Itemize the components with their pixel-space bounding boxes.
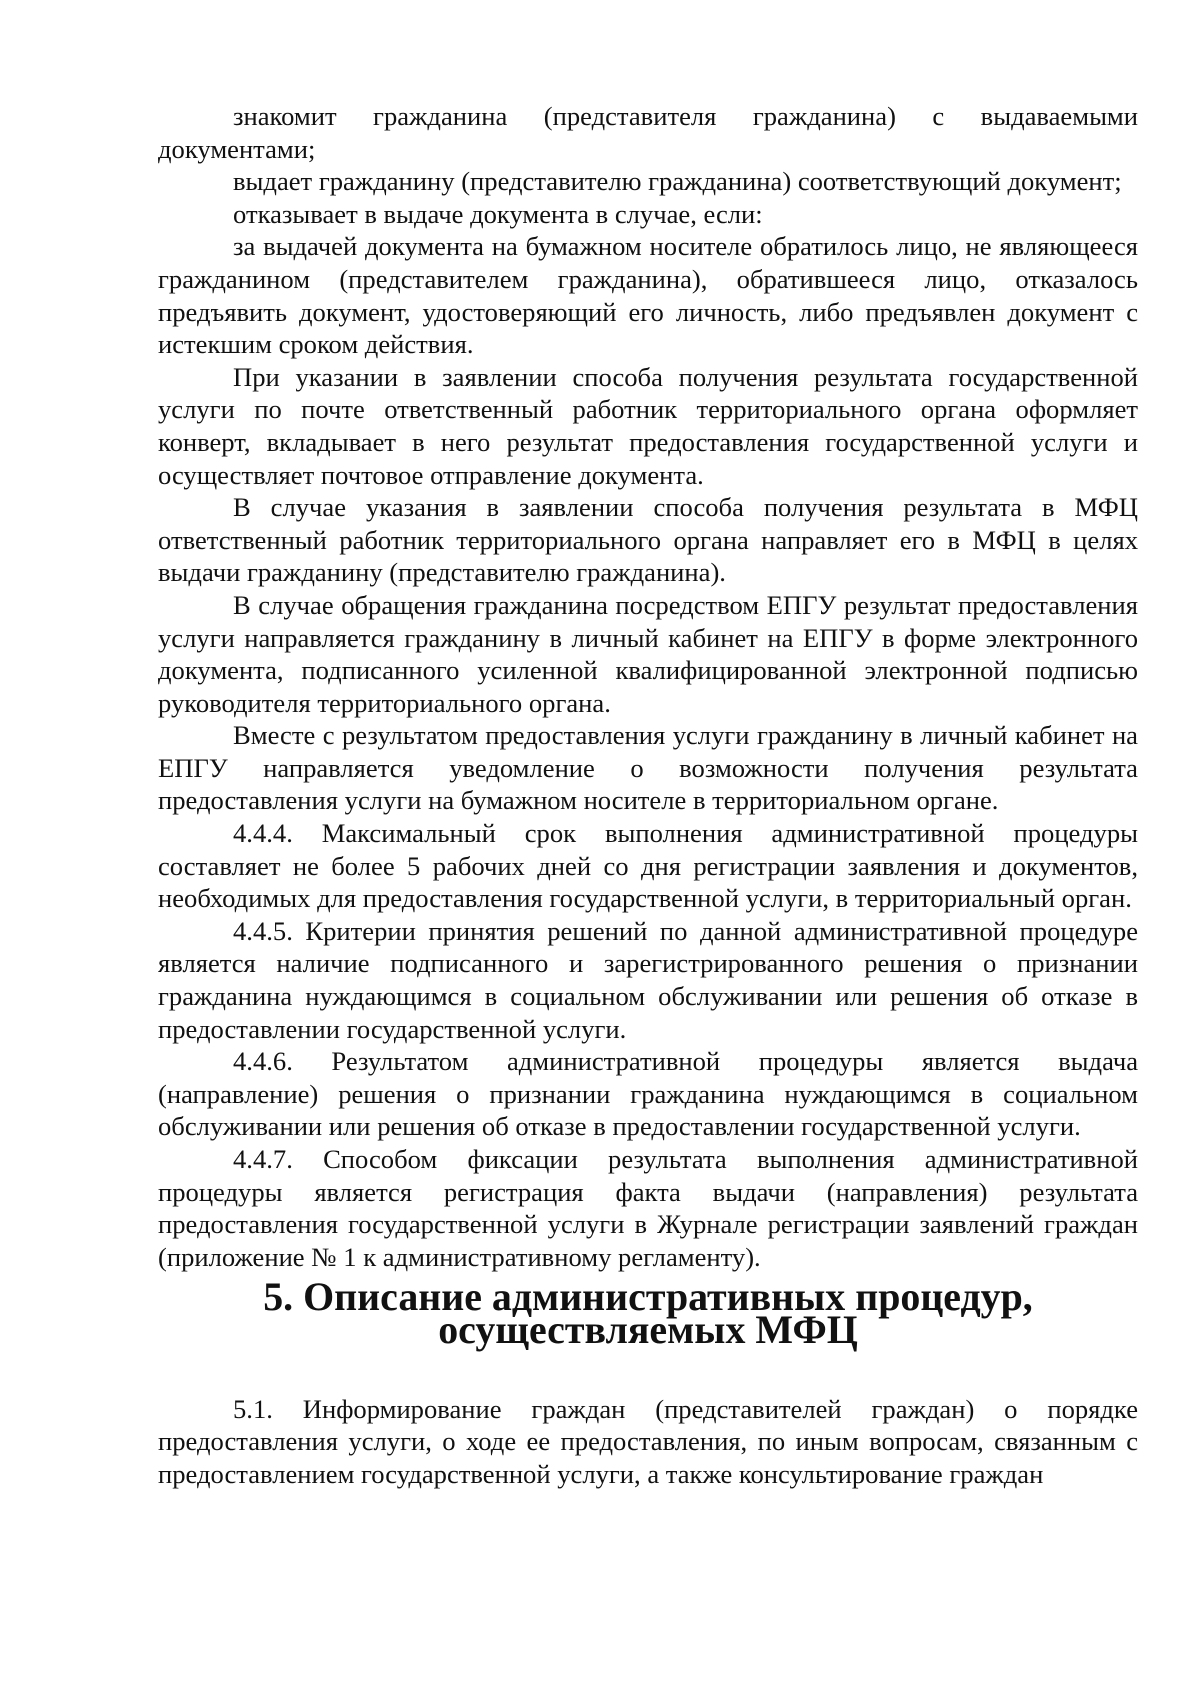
paragraph: знакомит гражданина (представителя гражданина) с выдаваемыми документами; <box>158 101 1138 164</box>
paragraph: 4.4.5. Критерии принятия решений по данной административной процедуре является наличие подписанного и зарегистрированного решения о признании гражданина нуждающимся в социальном обслуживании или решения об отказе в предоставлении государственной услуги. <box>158 915 1138 1044</box>
paragraph: При указании в заявлении способа получения результата государственной услуги по почте ответственный работник территориального органа оформляет конверт, вкладывает в него результат предоставления государственной услуги и осуществляет почтовое отправление документа. <box>158 361 1138 490</box>
paragraph: 4.4.7. Способом фиксации результата выполнения административной процедуры является регистрация факта выдачи (направления) результата предоставления государственной услуги в Журнале регистрации заявлений граждан (приложение № 1 к административному регламенту). <box>158 1144 1138 1272</box>
paragraph: В случае обращения гражданина посредством ЕПГУ результат предоставления услуги направляется гражданину в личный кабинет на ЕПГУ в форме электронного документа, подписанного усиленной квалифицированной электронной подписью руководителя территориального органа. <box>158 589 1138 718</box>
section-heading: 5. Описание административных процедур, осуществляемых МФЦ <box>263 1274 1033 1352</box>
paragraph: за выдачей документа на бумажном носителе обратилось лицо, не являющееся гражданином (представителем гражданина), обратившееся лицо, отказалось предъявить документ, удостоверяющий его личность, либо предъявлен документ с истекшим сроком действия. <box>158 231 1138 360</box>
paragraph: 5.1. Информирование граждан (представителей граждан) о порядке предоставления услуги, о ходе ее предоставления, по иным вопросам, связанным с предоставлением государственной услуги, а также консультирование граждан <box>158 1393 1138 1489</box>
paragraph: 4.4.4. Максимальный срок выполнения административной процедуры составляет не более 5 рабочих дней со дня регистрации заявления и документов, необходимых для предоставления государственной услуги, в территориальный орган. <box>158 818 1138 914</box>
paragraph: отказывает в выдаче документа в случае, если: <box>233 198 763 229</box>
document-page <box>158 100 1138 1490</box>
paragraph: В случае указания в заявлении способа получения результата в МФЦ ответственный работник территориального органа направляет его в МФЦ в целях выдачи гражданину (представителю гражданина). <box>158 492 1138 588</box>
paragraph: выдает гражданину (представителю гражданина) соответствующий документ; <box>233 166 1122 197</box>
paragraph: 4.4.6. Результатом административной процедуры является выдача (направление) решения о признании гражданина нуждающимся в социальном обслуживании или решения об отказе в предоставлении государственной услуги. <box>158 1046 1138 1142</box>
paragraph: Вместе с результатом предоставления услуги гражданину в личный кабинет на ЕПГУ направляется уведомление о возможности получения результата предоставления услуги на бумажном носителе в территориальном органе. <box>158 720 1138 816</box>
